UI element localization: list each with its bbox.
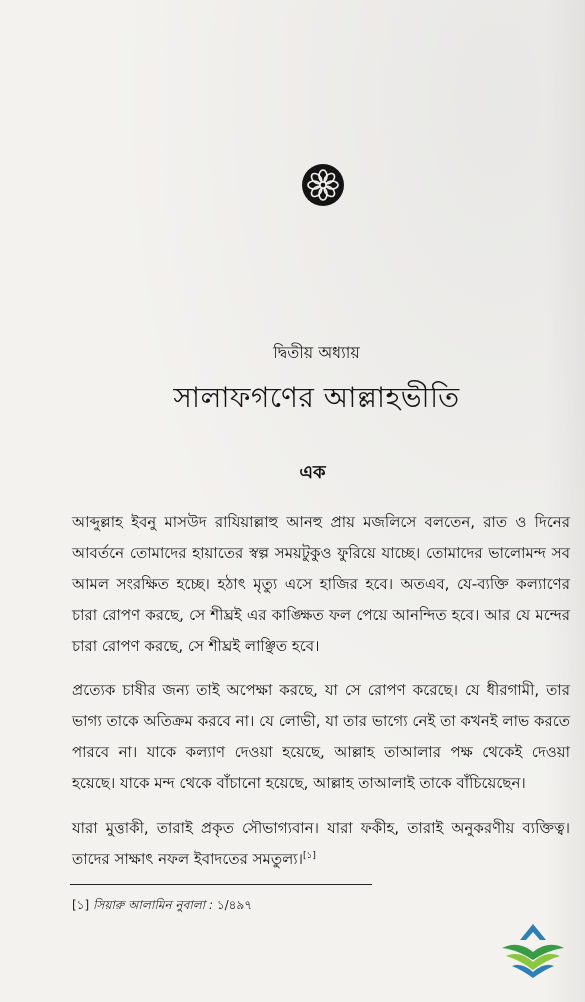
chapter-title: সালাফগণের আল্লাহভীতি <box>173 381 460 414</box>
footnote-source: সিয়ারু আলামিন নুবালা : <box>92 898 214 912</box>
footnote-reference: ১/৪৯৭ <box>216 898 253 912</box>
footnote-divider <box>70 884 372 885</box>
paragraph-1 <box>72 507 570 662</box>
flower-rosette-icon <box>301 163 345 207</box>
section-number: এক <box>299 462 326 483</box>
paragraph-text: প্রত্যেক চাষীর জন্য তাই অপেক্ষা করছে, যা সে রোপণ করেছে। যে ধীরগামী, তার ভাগ্য তাকে অতিক্রম করবে না। যে লোভী, যা তার ভাগ্যে নেই তা কখনই লাভ করতে পারবে না। যাকে কল্যাণ দেওয়া হয়েছে, আল্লাহ তাআলার পক্ষ থেকেই দেওয়া হয়েছে। যাকে মন্দ থেকে বাঁচানো হয়েছে, আল্লাহ তাআলাই তাকে বাঁচিয়েছেন। <box>72 681 570 792</box>
footnote <box>72 897 252 917</box>
paragraph-3 <box>72 813 570 875</box>
publisher-logo-icon <box>496 920 570 980</box>
paragraph-text-wrap <box>72 813 570 875</box>
paragraph-text: আব্দুল্লাহ ইবনু মাসউদ রাযিয়াল্লাহু আনহু প্রায় মজলিসে বলতেন, রাত ও দিনের আবর্তনে তোমাদের হায়াতের স্বল্প সময়টুকুও ফুরিয়ে যাচ্ছে। তোমাদের ভালোমন্দ সব আমল সংরক্ষিত হচ্ছে। হঠাৎ মৃত্যু এসে হাজির হবে। অতএব, যে-ব্যক্তি কল্যাণের চারা রোপণ করছে, সে শীঘ্রই এর কাঙ্ক্ষিত ফল পেয়ে আনন্দিত হবে। আর যে মন্দের চারা রোপণ করছে, সে শীঘ্রই লাঞ্ছিত হবে। <box>72 513 570 655</box>
paragraph-2 <box>72 675 570 799</box>
footnote-marker[interactable]: [১] <box>303 851 316 861</box>
paragraph-text: যারা মুত্তাকী, তারাই প্রকৃত সৌভাগ্যবান। যারা ফকীহ, তারাই অনুকরণীয় ব্যক্তিত্ব। তাদের সাক্ষাৎ নফল ইবাদতের সমতুল্য। <box>72 819 570 868</box>
chapter-label: দ্বিতীয় অধ্যায় <box>273 343 360 362</box>
footnote-number: [১] <box>72 898 90 912</box>
